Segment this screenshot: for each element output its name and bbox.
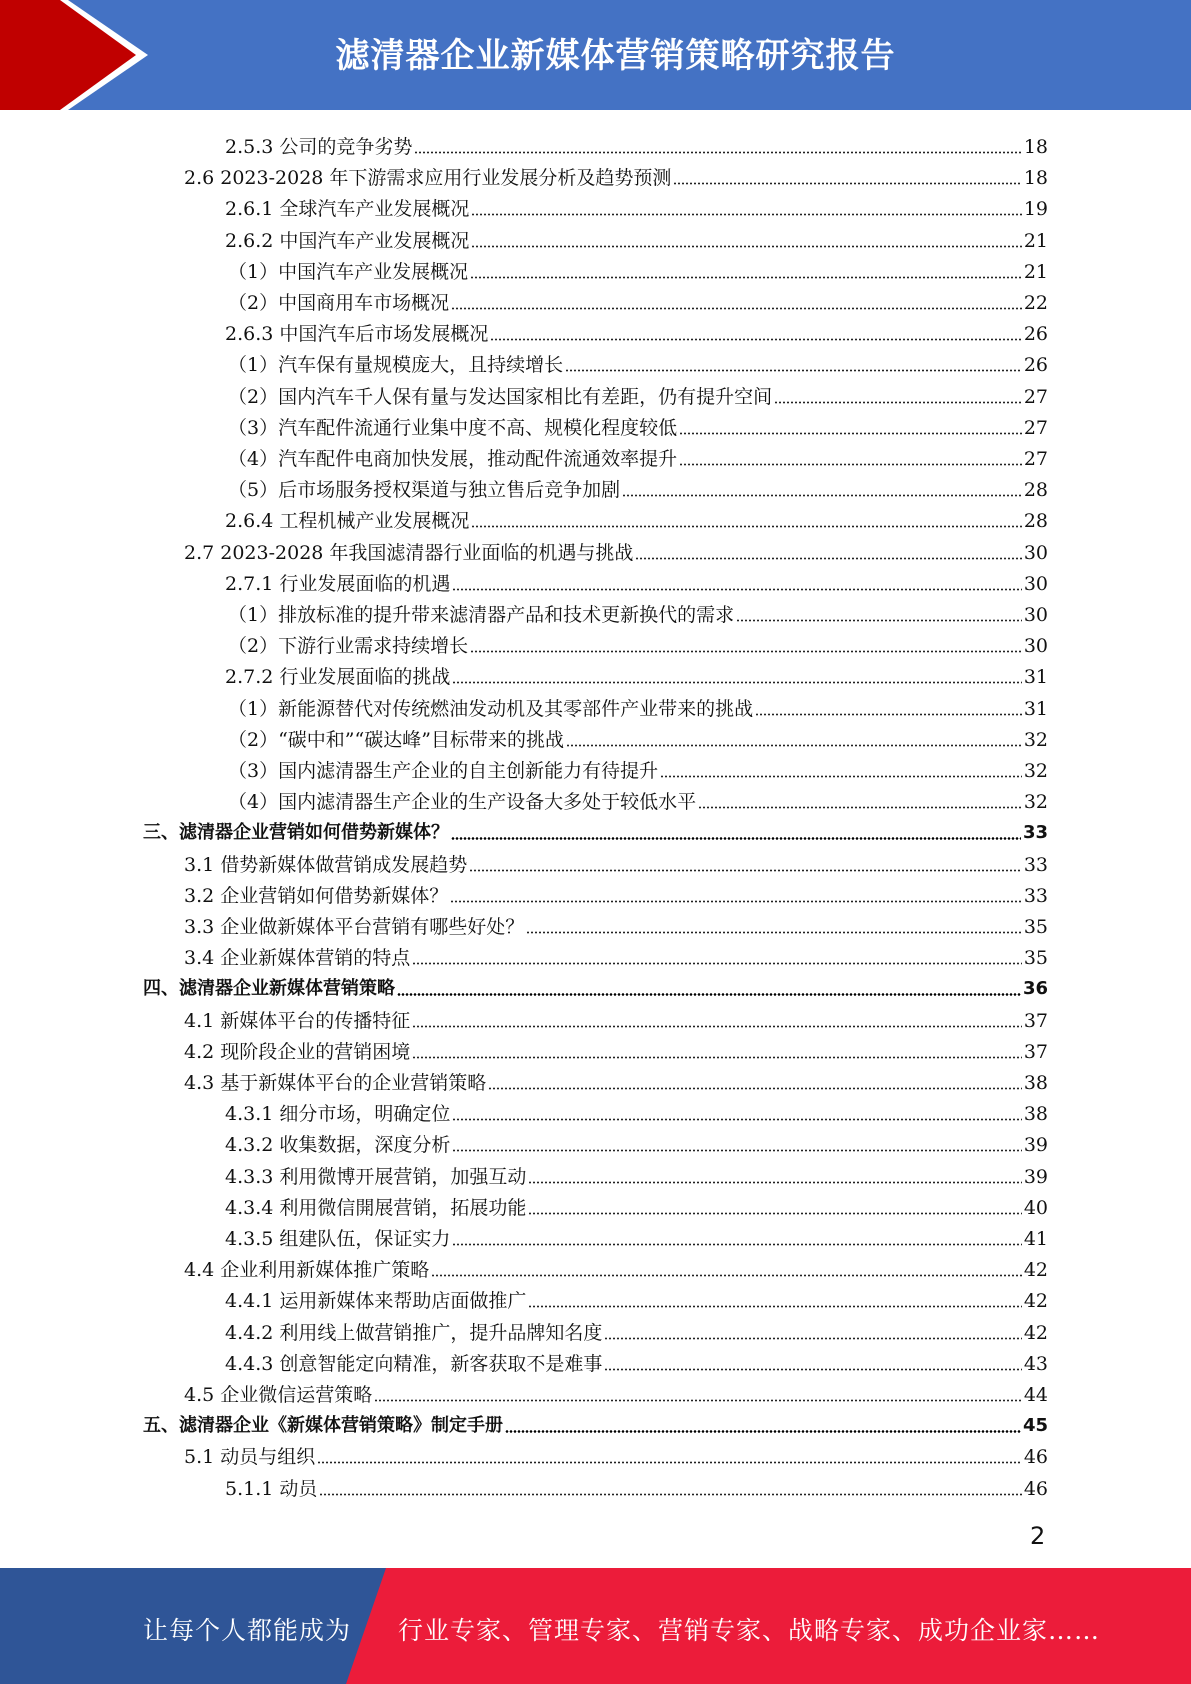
toc-entry-label: （3）汽车配件流通行业集中度不高、规模化程度较低 (228, 416, 678, 439)
toc-entry-label: （1）中国汽车产业发展概况 (228, 260, 469, 283)
toc-entry[interactable] (225, 1219, 1048, 1250)
toc-entry[interactable] (184, 1375, 1048, 1406)
toc-entry[interactable] (143, 969, 1048, 1000)
toc-entry-page: 33 (1022, 822, 1048, 844)
toc-entry[interactable] (143, 813, 1048, 844)
toc-entry[interactable] (228, 377, 1048, 408)
toc-dot-leader (451, 837, 1021, 840)
toc-entry-page: 27 (1023, 448, 1048, 470)
toc-entry[interactable] (225, 501, 1048, 532)
toc-dot-leader (565, 369, 1022, 372)
toc-entry[interactable] (228, 439, 1048, 470)
toc-entry[interactable] (184, 1032, 1048, 1063)
toc-entry[interactable] (143, 1406, 1048, 1437)
toc-entry-page: 21 (1023, 229, 1048, 252)
toc-entry-label: 2.7.2 行业发展面临的挑战 (225, 666, 451, 689)
toc-entry-label: 4.4.2 利用线上做营销推广，提升品牌知名度 (225, 1321, 603, 1344)
toc-entry[interactable] (184, 533, 1048, 564)
toc-entry[interactable] (228, 689, 1048, 720)
toc-entry-page: 32 (1023, 728, 1048, 751)
page-number: 2 (1030, 1522, 1046, 1550)
toc-entry-label: 4.5 企业微信运营策略 (184, 1384, 373, 1406)
toc-entry[interactable] (225, 1281, 1048, 1312)
toc-entry[interactable] (225, 1344, 1048, 1375)
toc-entry-page: 26 (1023, 323, 1048, 346)
toc-entry[interactable] (225, 189, 1048, 220)
toc-entry-label: 3.2 企业营销如何借势新媒体？ (184, 884, 449, 907)
toc-entry-label: （3）国内滤清器生产企业的自主创新能力有待提升 (228, 760, 659, 782)
toc-dot-leader (679, 463, 1022, 466)
toc-entry-label: 3.3 企业做新媒体平台营销有哪些好处？ (184, 916, 525, 938)
toc-entry-label: 4.3.4 利用微信開展营销，拓展功能 (225, 1196, 527, 1219)
toc-dot-leader (452, 1118, 1021, 1121)
toc-entry-page: 28 (1023, 479, 1048, 502)
toc-dot-leader (452, 681, 1021, 684)
toc-dot-leader (635, 557, 1021, 560)
toc-entry[interactable] (228, 408, 1048, 439)
footer-slogan-right: 行业专家、管理专家、营销专家、战略专家、成功企业家…… (398, 1616, 1101, 1645)
toc-entry-label: 4.3.3 利用微博开展营销，加强互动 (225, 1165, 527, 1188)
toc-dot-leader (412, 1025, 1022, 1028)
toc-entry[interactable] (184, 1063, 1048, 1094)
toc-entry-page: 18 (1023, 136, 1048, 158)
toc-dot-leader (471, 245, 1021, 248)
toc-entry-label: 2.6 2023-2028 年下游需求应用行业发展分析及趋势预测 (184, 167, 672, 190)
footer-slogan-left: 让每个人都能成为 (143, 1616, 352, 1645)
toc-dot-leader (412, 962, 1022, 965)
toc-dot-leader (470, 276, 1022, 279)
toc-entry[interactable] (225, 1188, 1048, 1219)
toc-entry-label: 4.4 企业利用新媒体推广策略 (184, 1259, 430, 1282)
toc-entry-page: 43 (1023, 1352, 1048, 1375)
toc-entry-page: 42 (1023, 1290, 1048, 1313)
toc-entry-label: （2）“碳中和”“碳达峰”目标带来的挑战 (228, 728, 564, 751)
toc-entry[interactable] (228, 751, 1048, 782)
toc-entry-page: 35 (1023, 916, 1048, 938)
toc-dot-leader (374, 1399, 1022, 1402)
toc-dot-leader (755, 713, 1022, 716)
toc-entry[interactable] (184, 938, 1048, 969)
toc-entry[interactable] (184, 907, 1048, 938)
toc-dot-leader (471, 213, 1021, 216)
toc-entry-label: 三、滤清器企业营销如何借势新媒体？ (143, 822, 449, 844)
toc-dot-leader (488, 1087, 1022, 1090)
toc-entry[interactable] (228, 782, 1048, 813)
toc-dot-leader (505, 1430, 1021, 1433)
toc-entry-label: 5.1 动员与组织 (184, 1446, 316, 1469)
toc-dot-leader (397, 993, 1021, 996)
toc-dot-leader (431, 1274, 1022, 1277)
toc-entry-label: （2）国内汽车千人保有量与发达国家相比有差距，仍有提升空间 (228, 385, 773, 408)
toc-entry-page: 39 (1023, 1165, 1048, 1188)
toc-entry-label: 5.1.1 动员 (225, 1477, 318, 1500)
toc-entry[interactable] (225, 221, 1048, 252)
toc-entry-label: （5）后市场服务授权渠道与独立售后竞争加剧 (228, 479, 621, 502)
toc-entry-label: 2.6.3 中国汽车后市场发展概况 (225, 323, 489, 346)
toc-dot-leader (450, 900, 1022, 903)
toc-dot-leader (774, 401, 1022, 404)
toc-dot-leader (490, 338, 1021, 341)
toc-entry[interactable] (184, 1250, 1048, 1281)
toc-entry-page: 27 (1023, 385, 1048, 408)
report-title: 滤清器企业新媒体营销策略研究报告 (335, 36, 896, 76)
toc-entry[interactable] (228, 626, 1048, 657)
toc-entry[interactable] (184, 158, 1048, 189)
toc-entry-label: 2.6.1 全球汽车产业发展概况 (225, 198, 470, 221)
toc-entry[interactable] (184, 1437, 1048, 1468)
toc-entry-page: 30 (1023, 635, 1048, 658)
toc-entry-label: 4.2 现阶段企业的营销困境 (184, 1040, 411, 1063)
toc-entry-label: 2.7 2023-2028 年我国滤清器行业面临的机遇与挑战 (184, 541, 634, 564)
toc-entry-label: （4）国内滤清器生产企业的生产设备大多处于较低水平 (228, 791, 697, 814)
toc-entry-page: 26 (1023, 354, 1048, 377)
toc-dot-leader (736, 619, 1022, 622)
toc-entry-label: （1）汽车保有量规模庞大，且持续增长 (228, 354, 564, 377)
toc-dot-leader (698, 806, 1022, 809)
toc-entry-label: 3.4 企业新媒体营销的特点 (184, 947, 411, 970)
toc-entry-label: 3.1 借势新媒体做营销成发展趋势 (184, 853, 468, 876)
toc-dot-leader (471, 525, 1021, 528)
report-footer (0, 1568, 1191, 1684)
toc-dot-leader (319, 1493, 1021, 1496)
toc-entry-label: （1）排放标准的提升带来滤清器产品和技术更新换代的需求 (228, 604, 735, 626)
toc-entry[interactable] (225, 564, 1048, 595)
toc-dot-leader (412, 1056, 1022, 1059)
toc-dot-leader (469, 869, 1022, 872)
toc-dot-leader (622, 494, 1022, 497)
toc-entry-page: 30 (1023, 541, 1048, 564)
toc-dot-leader (528, 1212, 1021, 1215)
toc-entry-page: 37 (1023, 1040, 1048, 1063)
toc-entry-page: 42 (1023, 1259, 1048, 1282)
toc-entry-page: 30 (1023, 604, 1048, 626)
toc-entry-label: 4.3.2 收集数据，深度分析 (225, 1134, 451, 1157)
toc-entry-page: 33 (1023, 884, 1048, 907)
toc-entry-page: 44 (1023, 1384, 1048, 1406)
toc-entry[interactable] (184, 1001, 1048, 1032)
toc-entry[interactable] (184, 845, 1048, 876)
toc-entry-label: 2.6.2 中国汽车产业发展概况 (225, 229, 470, 252)
toc-entry[interactable] (225, 1157, 1048, 1188)
toc-dot-leader (528, 1181, 1021, 1184)
toc-entry[interactable] (225, 1469, 1048, 1500)
toc-dot-leader (566, 744, 1022, 747)
toc-dot-leader (660, 775, 1022, 778)
toc-dot-leader (452, 1149, 1021, 1152)
toc-entry[interactable] (225, 127, 1048, 158)
toc-entry-label: 五、滤清器企业《新媒体营销策略》制定手册 (143, 1415, 503, 1437)
toc-entry-label: （1）新能源替代对传统燃油发动机及其零部件产业带来的挑战 (228, 697, 754, 720)
toc-entry-page: 36 (1022, 978, 1048, 1000)
toc-entry[interactable] (225, 1125, 1048, 1156)
toc-entry-page: 46 (1023, 1477, 1048, 1500)
toc-entry[interactable] (184, 876, 1048, 907)
toc-dot-leader (452, 1243, 1021, 1246)
toc-entry-page: 46 (1023, 1446, 1048, 1469)
toc-entry-label: 2.6.4 工程机械产业发展概况 (225, 510, 470, 533)
toc-entry-label: 4.4.3 创意智能定向精准，新客获取不是难事 (225, 1352, 603, 1375)
toc-entry-page: 35 (1023, 947, 1048, 970)
toc-entry-page: 32 (1023, 760, 1048, 782)
toc-entry-label: 4.3.1 细分市场，明确定位 (225, 1103, 451, 1126)
toc-entry-label: （2）下游行业需求持续增长 (228, 635, 469, 658)
toc-entry-label: 四、滤清器企业新媒体营销策略 (143, 978, 395, 1000)
toc-entry-label: 2.7.1 行业发展面临的机遇 (225, 572, 451, 595)
toc-entry[interactable] (228, 470, 1048, 501)
toc-dot-leader (673, 182, 1021, 185)
toc-entry-page: 21 (1023, 260, 1048, 283)
toc-entry-page: 32 (1023, 791, 1048, 814)
toc-entry-label: （2）中国商用车市场概况 (228, 292, 450, 314)
toc-entry-label: 4.1 新媒体平台的传播特征 (184, 1009, 411, 1032)
toc-entry[interactable] (228, 252, 1048, 283)
toc-entry[interactable] (228, 720, 1048, 751)
toc-entry-label: 2.5.3 公司的竞争劣势 (225, 136, 413, 158)
toc-dot-leader (414, 151, 1021, 154)
toc-dot-leader (528, 1305, 1021, 1308)
toc-entry[interactable] (225, 1094, 1048, 1125)
toc-entry-label: 4.3 基于新媒体平台的企业营销策略 (184, 1072, 487, 1094)
toc-dot-leader (451, 307, 1022, 310)
toc-entry-label: （4）汽车配件电商加快发展，推动配件流通效率提升 (228, 448, 678, 470)
toc-dot-leader (604, 1368, 1021, 1371)
toc-entry[interactable] (225, 314, 1048, 345)
toc-dot-leader (470, 650, 1022, 653)
toc-dot-leader (317, 1461, 1022, 1464)
toc-entry-page: 30 (1023, 572, 1048, 595)
toc-entry-page: 40 (1023, 1196, 1048, 1219)
toc-entry[interactable] (225, 1313, 1048, 1344)
toc-entry-page: 18 (1023, 167, 1048, 190)
toc-entry-page: 22 (1023, 292, 1048, 314)
toc-entry-page: 28 (1023, 510, 1048, 533)
toc-entry-page: 41 (1023, 1228, 1048, 1250)
toc-entry-page: 31 (1023, 666, 1048, 689)
report-header (0, 0, 1191, 110)
toc-entry-page: 38 (1023, 1103, 1048, 1126)
toc-entry-page: 27 (1023, 416, 1048, 439)
toc-dot-leader (604, 1337, 1021, 1340)
toc-entry[interactable] (228, 283, 1048, 314)
toc-dot-leader (452, 588, 1021, 591)
toc-dot-leader (679, 432, 1022, 435)
toc-entry-page: 39 (1023, 1134, 1048, 1157)
toc-entry-label: 4.3.5 组建队伍，保证实力 (225, 1228, 451, 1250)
toc-entry-page: 42 (1023, 1321, 1048, 1344)
toc-entry[interactable] (225, 657, 1048, 688)
toc-entry-page: 31 (1023, 697, 1048, 720)
toc-entry[interactable] (228, 345, 1048, 376)
toc-entry-label: 4.4.1 运用新媒体来帮助店面做推广 (225, 1290, 527, 1313)
toc-entry-page: 33 (1023, 853, 1048, 876)
toc-entry-page: 37 (1023, 1009, 1048, 1032)
toc-entry[interactable] (228, 595, 1048, 626)
toc-entry-page: 19 (1023, 198, 1048, 221)
toc-dot-leader (526, 931, 1022, 934)
toc-entry-page: 45 (1022, 1415, 1048, 1437)
toc-entry-page: 38 (1023, 1072, 1048, 1094)
